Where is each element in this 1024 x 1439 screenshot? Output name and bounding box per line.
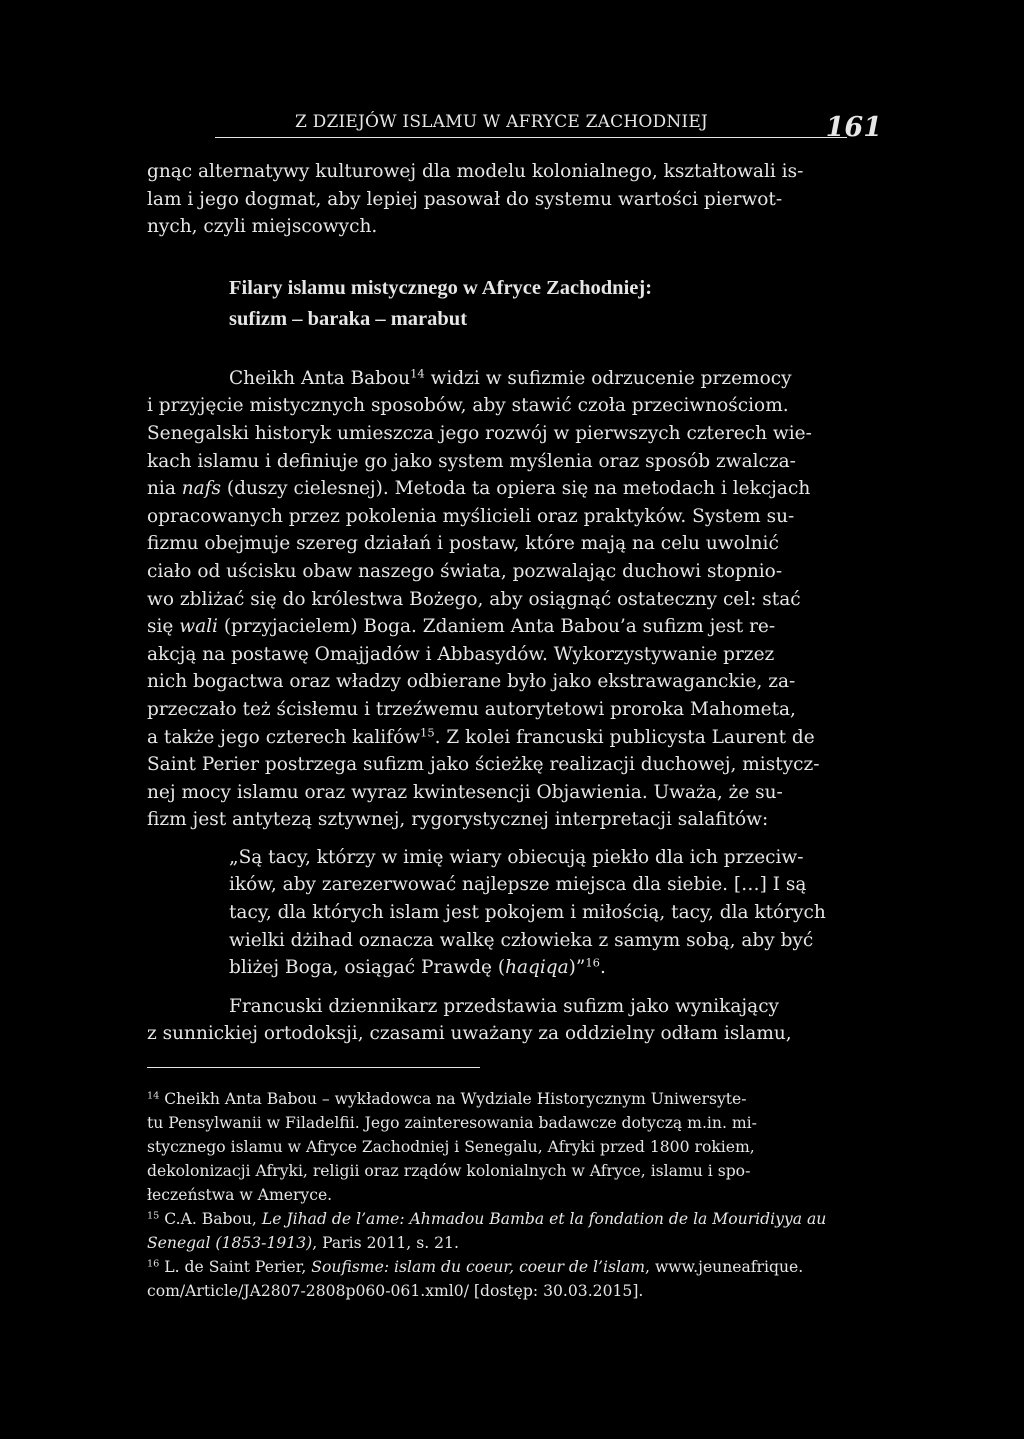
footnote-separator	[147, 1067, 480, 1068]
running-header	[147, 108, 882, 154]
body-paragraph	[147, 365, 882, 834]
footnote-ref-14[interactable]: 14	[410, 366, 425, 381]
footnote-16-author: L. de Saint Perier,	[159, 1258, 312, 1277]
quote-text-3: .	[599, 957, 606, 979]
section-heading-line-2: sufizm – baraka – marabut	[229, 307, 468, 330]
footnote-ref-15[interactable]: 15	[420, 724, 435, 739]
footnote-number-14: 14	[147, 1090, 160, 1102]
body-text-2: widzi w sufizmie odrzucenie przemocy i przyjęcie mistycznych sposobów, aby stawić czoła przeciwnościom. Senegalski historyk umieszcza jego rozwój w pierwszych czterech wie- kach islamu i definiuje go jako system myślenia oraz sposób zwalcza- nia	[147, 367, 812, 500]
footnote-number-15: 15	[147, 1210, 160, 1222]
block-quote	[229, 844, 882, 982]
running-title: Z DZIEJÓW ISLAMU W AFRYCE ZACHODNIEJ	[295, 112, 708, 132]
body-text-5: . Z kolei francuski publicysta Laurent de Saint Perier postrzega sufizm jako ścieżkę realizacji duchowej, mistycz- nej mocy islamu oraz wyraz kwintesencji Objawienia. Uważa, że su- fizm jest antytezą sztywnej, rygorystycznej interpretacji salafitów:	[147, 726, 820, 831]
page-number: 161	[825, 112, 882, 143]
footnote-15-title: Le Jihad de l’ame: Ahmadou Bamba et la fondation de la Mouridiyya au Senegal (1853-1913)	[147, 1210, 827, 1253]
quote-text-2: )”	[568, 957, 586, 979]
book-page	[147, 108, 882, 1303]
footnote-15-author: C.A. Babou,	[159, 1210, 262, 1229]
closing-paragraph: Francuski dziennikarz przedstawia sufizm jako wynikający z sunnickiej ortodoksji, czasami uważany za oddzielny odłam islamu,	[147, 995, 792, 1045]
footnote-16	[147, 1255, 882, 1303]
footnotes	[147, 1087, 882, 1303]
section-heading	[229, 273, 882, 335]
footnote-15-details: , Paris 2011, s. 21.	[312, 1234, 459, 1253]
body-text-4: (przyjacielem) Boga. Zdaniem Anta Babou’a sufizm jest re- akcją na postawę Omajjadów i Abbasydów. Wykorzystywanie przez nich bogactwa oraz władzy odbierane było jako ekstrawaganckie, za- przeczało też ścisłemu i trzeźwemu autorytetowi proroka Mahometa, a także jego czterech kalifów	[147, 616, 796, 748]
footnote-ref-16[interactable]: 16	[585, 955, 600, 970]
term-wali: wali	[179, 616, 218, 638]
footnote-14	[147, 1087, 882, 1207]
footnote-14-text: Cheikh Anta Babou – wykładowca na Wydziale Historycznym Uniwersyte- tu Pensylwanii w Filadelfii. Jego zainteresowania badawcze dotyczą m.in. mi- stycznego islamu w Afryce Zachodniej i Senegalu, Afryki przed 1800 rokiem, dekolonizacji Afryki, religii oraz rządów kolonialnych w Afryce, islamu i spo- łeczeństwa w Ameryce.	[147, 1090, 757, 1205]
term-haqiqa: haqiqa	[505, 957, 569, 979]
footnote-16-details[interactable]: , www.jeuneafrique. com/Article/JA2807-2808p060-061.xml0/ [dostęp: 30.03.2015].	[147, 1258, 804, 1301]
quote-text-1: „Są tacy, którzy w imię wiary obiecują piekło dla ich przeciw- ików, aby zarezerwować najlepsze miejsca dla siebie. […] I są tacy, dla których islam jest pokojem i miłością, tacy, dla których wielki dżihad oznacza walkę człowieka z samym sobą, aby być bliżej Boga, osiągać Prawdę (	[229, 846, 826, 979]
footnote-number-16: 16	[147, 1258, 160, 1270]
header-rule	[215, 137, 847, 138]
body-text-3: (duszy cielesnej). Metoda ta opiera się na metodach i lekcjach opracowanych przez pokolenia myślicieli oraz praktyków. System su- fizmu obejmuje szereg działań i postaw, które mają na celu uwolnić ciało od uścisku obaw naszego świata, pozwalając duchowi stopnio- wo zbliżać się do królestwa Bożego, aby osiągnąć ostateczny cel: stać się	[147, 478, 811, 638]
body-text-1: Cheikh Anta Babou	[229, 367, 411, 389]
intro-paragraph: gnąc alternatywy kulturowej dla modelu kolonialnego, kształtowali is- lam i jego dogmat, aby lepiej pasował do systemu wartości pierwot- nych, czyli miejscowych.	[147, 161, 804, 238]
footnote-16-title: Soufisme: islam du coeur, coeur de l’islam	[311, 1258, 646, 1277]
footnote-15	[147, 1207, 882, 1255]
term-nafs: nafs	[181, 478, 222, 500]
section-heading-line-1: Filary islamu mistycznego w Afryce Zachodniej:	[229, 276, 653, 299]
